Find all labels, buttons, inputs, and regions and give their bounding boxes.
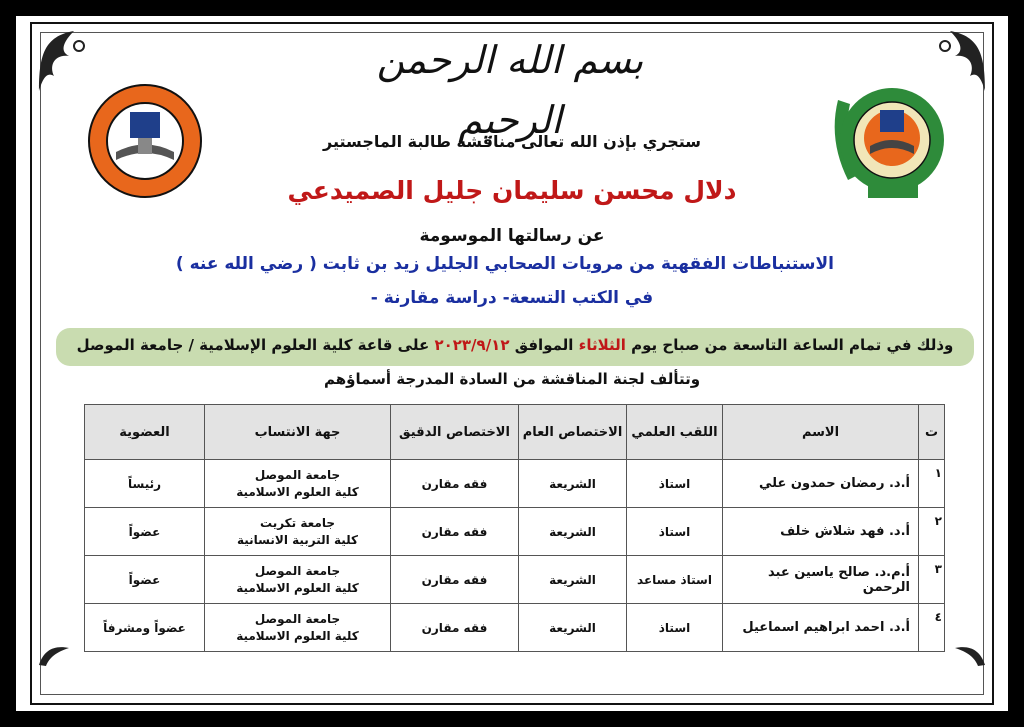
table-row bbox=[85, 604, 945, 652]
member-general-specialty: الشريعة bbox=[519, 460, 627, 508]
header-membership: العضوية bbox=[85, 405, 205, 460]
announcement-intro: ستجري بإذن الله تعالى مناقشة طالبة الماجستير bbox=[323, 132, 701, 151]
member-role: عضواً ومشرفاً bbox=[85, 604, 205, 652]
thesis-title: الاستنباطات الفقهية من مرويات الصحابي الجليل زيد بن ثابت ( رضي الله عنه ) bbox=[175, 254, 834, 274]
member-name: أ.م.د. صالح ياسين عبد الرحمن bbox=[723, 556, 919, 604]
member-affiliation bbox=[205, 604, 391, 652]
member-name: أ.د. رمضان حمدون علي bbox=[723, 460, 919, 508]
corner-ornament-bottom-right bbox=[950, 630, 990, 670]
member-role: رئيساً bbox=[85, 460, 205, 508]
header-specific-specialty: الاختصاص الدقيق bbox=[391, 405, 519, 460]
member-specific-specialty: فقه مقارن bbox=[391, 556, 519, 604]
header-number: ت bbox=[919, 405, 945, 460]
member-name: أ.د. احمد ابراهيم اسماعيل bbox=[723, 604, 919, 652]
committee-table bbox=[84, 404, 945, 652]
session-day: الثلاثاء bbox=[578, 336, 626, 354]
row-number: ٤ bbox=[919, 604, 945, 652]
header-general-specialty: الاختصاص العام bbox=[519, 405, 627, 460]
basmala-calligraphy: بسم الله الرحمن الرحيم bbox=[376, 38, 644, 142]
member-role: عضواً bbox=[85, 508, 205, 556]
corner-ornament-bottom-left bbox=[34, 630, 74, 670]
row-number: ١ bbox=[919, 460, 945, 508]
affiliation-college: كلية العلوم الاسلامية bbox=[236, 580, 359, 595]
session-text-part2: الموافق bbox=[514, 336, 574, 354]
college-of-islamic-sciences-logo bbox=[828, 80, 948, 204]
session-text-part3: على قاعة كلية العلوم الإسلامية / جامعة الموصل bbox=[76, 336, 430, 354]
university-of-mosul-logo bbox=[86, 82, 204, 200]
row-number: ٣ bbox=[919, 556, 945, 604]
header-title: اللقب العلمي bbox=[627, 405, 723, 460]
table-row bbox=[85, 460, 945, 508]
student-name: دلال محسن سليمان جليل الصميدعي bbox=[287, 176, 737, 205]
row-number: ٢ bbox=[919, 508, 945, 556]
committee-intro: وتتألف لجنة المناقشة من السادة المدرجة أسماؤهم bbox=[323, 370, 701, 388]
affiliation-college: كلية العلوم الاسلامية bbox=[236, 628, 359, 643]
member-name: أ.د. فهد شلاش خلف bbox=[723, 508, 919, 556]
member-affiliation bbox=[205, 556, 391, 604]
member-title: استاذ مساعد bbox=[627, 556, 723, 604]
table-row bbox=[85, 556, 945, 604]
table-row bbox=[85, 508, 945, 556]
member-general-specialty: الشريعة bbox=[519, 508, 627, 556]
thesis-subtitle: في الكتب التسعة- دراسة مقارنة - bbox=[370, 288, 654, 308]
member-general-specialty: الشريعة bbox=[519, 604, 627, 652]
header-affiliation: جهة الانتساب bbox=[205, 405, 391, 460]
affiliation-university: جامعة الموصل bbox=[254, 611, 341, 626]
member-affiliation bbox=[205, 508, 391, 556]
affiliation-college: كلية التربية الانسانية bbox=[236, 532, 359, 547]
session-text-part1: وذلك في تمام الساعة التاسعة من صباح يوم bbox=[631, 336, 954, 354]
affiliation-university: جامعة الموصل bbox=[254, 563, 341, 578]
affiliation-college: كلية العلوم الاسلامية bbox=[236, 484, 359, 499]
member-title: استاذ bbox=[627, 460, 723, 508]
header-name: الاسم bbox=[723, 405, 919, 460]
member-title: استاذ bbox=[627, 508, 723, 556]
member-specific-specialty: فقه مقارن bbox=[391, 508, 519, 556]
session-details bbox=[60, 336, 970, 354]
member-specific-specialty: فقه مقارن bbox=[391, 604, 519, 652]
table-header-row bbox=[85, 405, 945, 460]
member-affiliation bbox=[205, 460, 391, 508]
member-title: استاذ bbox=[627, 604, 723, 652]
member-general-specialty: الشريعة bbox=[519, 556, 627, 604]
member-specific-specialty: فقه مقارن bbox=[391, 460, 519, 508]
thesis-intro: عن رسالتها الموسومة bbox=[419, 226, 605, 246]
affiliation-university: جامعة تكريت bbox=[260, 515, 335, 530]
member-role: عضواً bbox=[85, 556, 205, 604]
session-date: ٢٠٢٣/٩/١٢ bbox=[434, 336, 510, 354]
affiliation-university: جامعة الموصل bbox=[254, 467, 341, 482]
